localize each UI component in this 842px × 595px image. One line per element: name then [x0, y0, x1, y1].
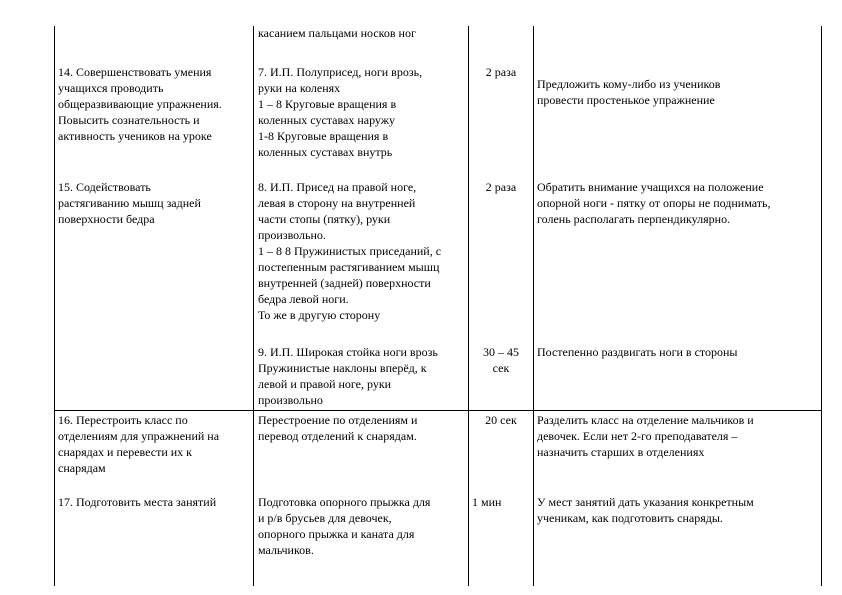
dosage-cell: 30 – 45 сек [483, 345, 519, 375]
notes-cell: Предложить кому-либо из учеников провести простенькое упражнение [537, 77, 721, 107]
notes-cell: Разделить класс на отделение мальчиков и девочек. Если нет 2-го преподавателя – назначить старших в отделениях [537, 413, 754, 459]
notes-cell: У мест занятий дать указания конкретным ученикам, как подготовить снаряды. [537, 495, 754, 525]
goal-cell: 17. Подготовить места занятий [58, 495, 217, 509]
goal-cell: 15. Содействовать растягиванию мышц задней поверхности бедра [58, 180, 201, 226]
notes-cell: Постепенно раздвигать ноги в стороны [537, 345, 738, 359]
dosage-cell: 20 сек [485, 413, 517, 427]
column-divider [533, 26, 534, 586]
table-border-left [54, 26, 55, 586]
goal-cell: 14. Совершенствовать умения учащихся проводить общеразвивающие упражнения. Повысить сознательность и активность учеников на уроке [58, 65, 222, 143]
table-border-right [821, 26, 822, 586]
content-cell: касанием пальцами носков ног [258, 26, 416, 40]
content-cell: Перестроение по отделениям и перевод отделений к снарядам. [258, 413, 418, 443]
notes-cell: Обратить внимание учащихся на положение опорной ноги - пятку от опоры не поднимать, голень располагать перпендикулярно. [537, 180, 771, 226]
dosage-cell: 2 раза [485, 180, 517, 194]
content-cell: Подготовка опорного прыжка для и р/в брусьев для девочек, опорного прыжка и каната для мальчиков. [258, 495, 431, 557]
column-divider [468, 26, 469, 586]
lesson-plan-table [54, 26, 821, 586]
dosage-cell: 1 мин [472, 495, 502, 509]
row-divider [54, 410, 821, 411]
content-cell: 9. И.П. Широкая стойка ноги врозь Пружинистые наклоны вперёд, к левой и правой ноге, руки произвольно [258, 345, 438, 407]
dosage-cell: 2 раза [485, 65, 517, 79]
goal-cell: 16. Перестроить класс по отделениям для упражнений на снарядах и перевести их к снарядам [58, 413, 220, 475]
content-cell: 8. И.П. Присед на правой ноге, левая в сторону на внутренней части стопы (пятку), руки произвольно. 1 – 8 8 Пружинистых приседаний, с постепенным растягиванием мышц внутренней (задней) поверхности бедра левой ноги. То же в другую сторону [258, 180, 442, 322]
column-divider [253, 26, 254, 586]
content-cell: 7. И.П. Полуприсед, ноги врозь, руки на коленях 1 – 8 Круговые вращения в коленных суставах наружу 1-8 Круговые вращения в коленных суставах внутрь [258, 65, 423, 159]
